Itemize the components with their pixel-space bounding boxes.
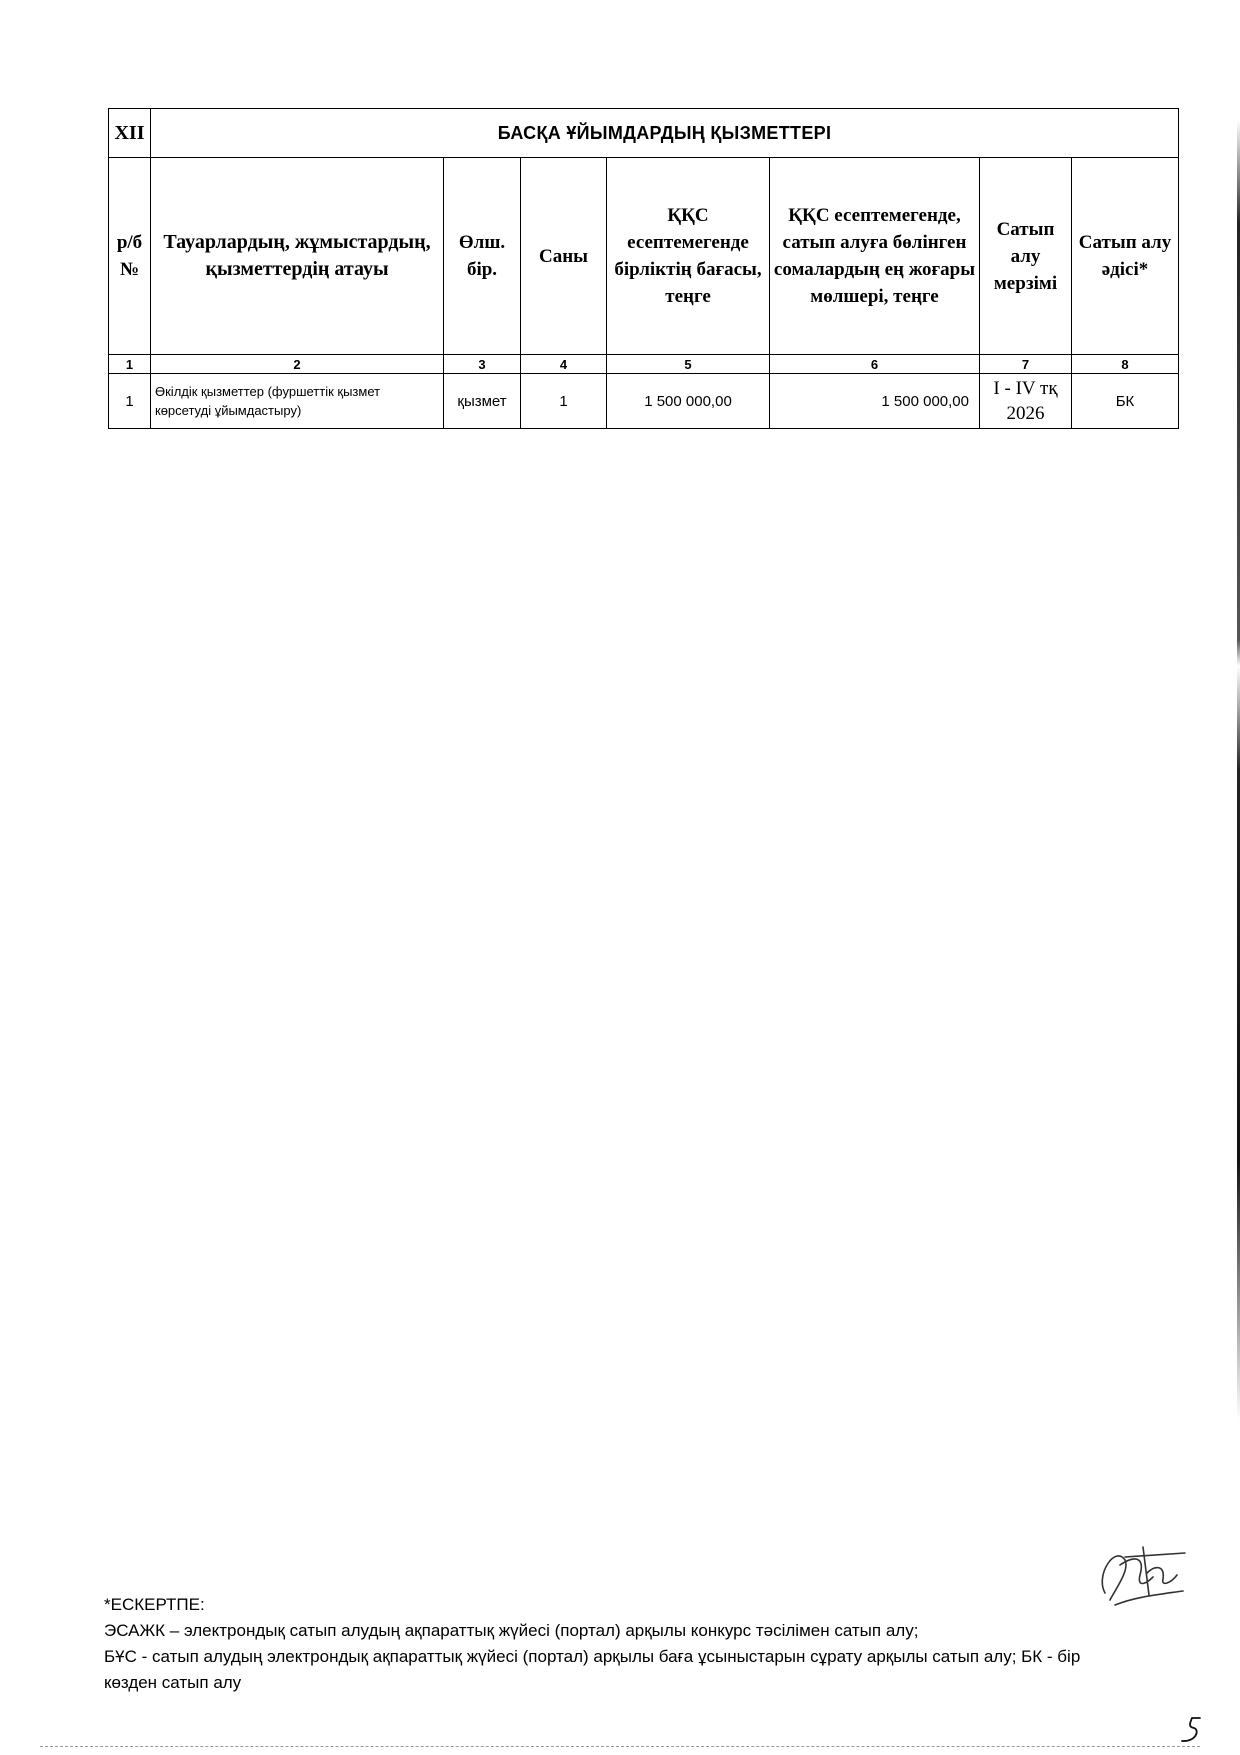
column-number: 5 bbox=[607, 355, 770, 374]
column-number-row bbox=[109, 355, 1179, 374]
column-header-row bbox=[109, 158, 1179, 355]
item-name: Өкілдік қызметтер (фуршеттік қызмет көрсетуді ұйымдастыру) bbox=[151, 374, 444, 429]
row-number: 1 bbox=[109, 374, 151, 429]
column-number: 1 bbox=[109, 355, 151, 374]
column-number: 7 bbox=[980, 355, 1072, 374]
note-line: ЭСАЖК – электрондық сатып алудың ақпараттық жүйесі (портал) арқылы конкурс тәсілімен сатып алу; bbox=[104, 1621, 919, 1640]
item-unit: қызмет bbox=[444, 374, 521, 429]
section-header-row bbox=[109, 109, 1179, 158]
header-max-amount: ҚҚС есептемегенде, сатып алуға бөлінген сомалардың ең жоғары мөлшері, теңге bbox=[770, 158, 980, 355]
header-period: Сатып алу мерзімі bbox=[980, 158, 1072, 355]
table-row bbox=[109, 374, 1179, 429]
item-quantity: 1 bbox=[521, 374, 607, 429]
column-number: 6 bbox=[770, 355, 980, 374]
header-quantity: Саны bbox=[521, 158, 607, 355]
section-number: XII bbox=[109, 109, 151, 158]
note-line: БҰС - сатып алудың электрондық ақпараттық жүйесі (портал) арқылы баға ұсыныстарын сұрату арқылы сатып алу; БК - бір көзден сатып алу bbox=[104, 1647, 1081, 1692]
column-number: 8 bbox=[1072, 355, 1179, 374]
item-unit-price: 1 500 000,00 bbox=[607, 374, 770, 429]
section-title: БАСҚА ҰЙЫМДАРДЫҢ ҚЫЗМЕТТЕРІ bbox=[151, 109, 1179, 158]
procurement-table bbox=[108, 108, 1179, 429]
item-max-amount: 1 500 000,00 bbox=[770, 374, 980, 429]
scan-edge-bottom bbox=[40, 1746, 1200, 1747]
column-number: 2 bbox=[151, 355, 444, 374]
header-unit-price: ҚҚС есептемегенде бірліктің бағасы, теңге bbox=[607, 158, 770, 355]
column-number: 3 bbox=[444, 355, 521, 374]
page-number-handwritten bbox=[1178, 1715, 1202, 1745]
header-unit: Өлш. бір. bbox=[444, 158, 521, 355]
item-method: БК bbox=[1072, 374, 1179, 429]
item-period: I - IV тқ 2026 bbox=[980, 374, 1072, 429]
column-number: 4 bbox=[521, 355, 607, 374]
header-method: Сатып алу әдісі* bbox=[1072, 158, 1179, 355]
notes-title: *ЕСКЕРТПЕ: bbox=[104, 1595, 205, 1614]
header-item-name: Тауарлардың, жұмыстардың, қызметтердің атауы bbox=[151, 158, 444, 355]
footnotes bbox=[104, 1592, 1114, 1696]
header-row-number: р/б № bbox=[109, 158, 151, 355]
